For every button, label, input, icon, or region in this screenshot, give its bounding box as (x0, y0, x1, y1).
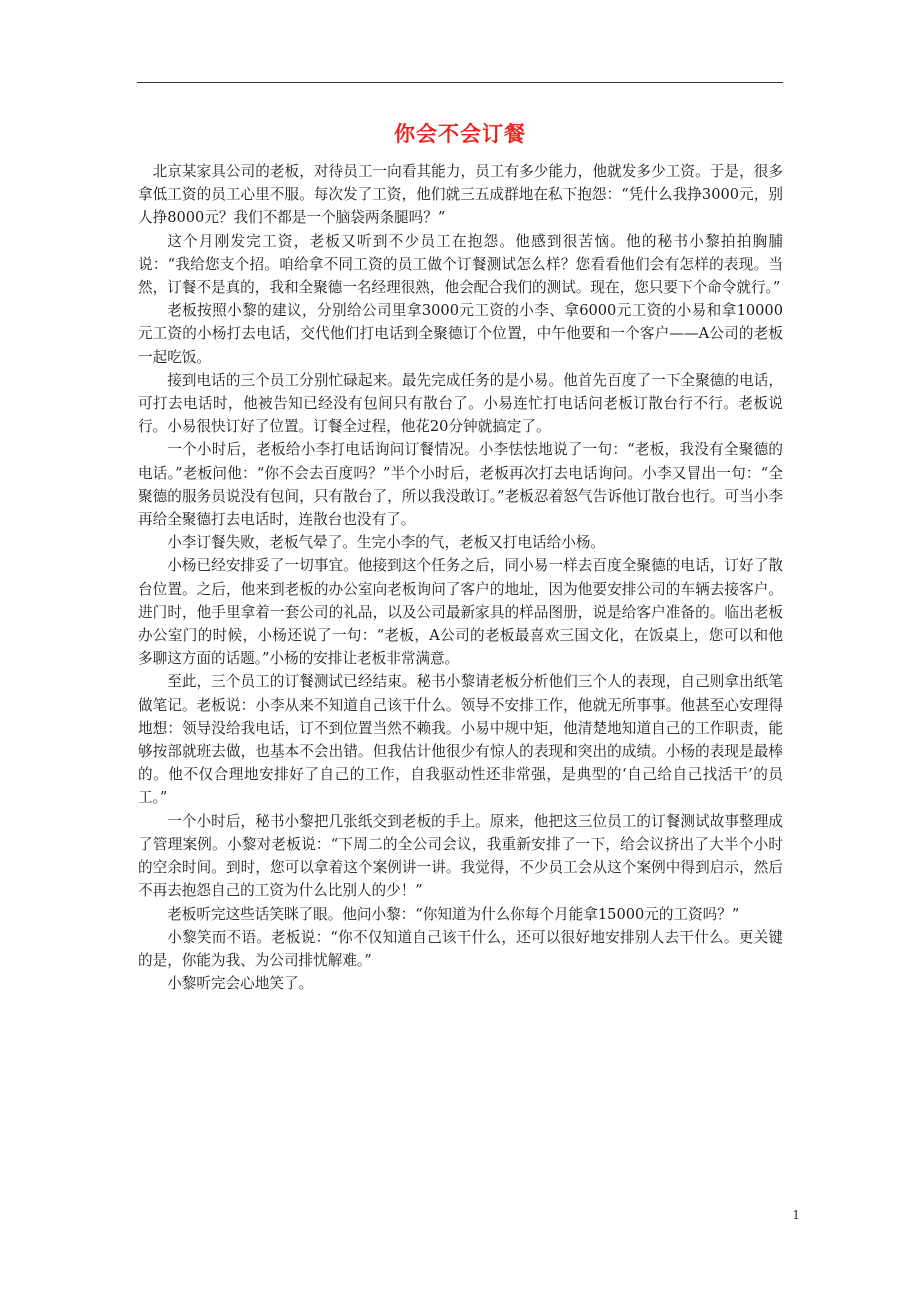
paragraph: 这个月刚发完工资，老板又听到不少员工在抱怨。他感到很苦恼。他的秘书小黎拍拍胸脯说：“我给您支个招。咱给拿不同工资的员工做个订餐测试怎么样？您看看他们会有怎样的表现。当然，订餐不是真的，我和全聚德一名经理很熟，他会配合我们的测试。现在，您只要下个命令就行。” (138, 232, 783, 297)
paragraph: 老板听完这些话笑眯了眼。他问小黎：“你知道为什么你每个月能拿15000元的工资吗？” (167, 905, 740, 923)
paragraph: 北京某家具公司的老板，对待员工一向看其能力，员工有多少能力，他就发多少工资。于是，很多拿低工资的员工心里不服。每次发了工资，他们就三五成群地在私下抱怨：“凭什么我挣3000元，别人挣8000元？我们不都是一个脑袋两条腿吗？” (138, 163, 783, 227)
paragraph: 一个小时后，秘书小黎把几张纸交到老板的手上。原来，他把这三位员工的订餐测试故事整理成了管理案例。小黎对老板说：“下周二的全公司会议，我重新安排了一下，给会议挤出了大半个小时的空余时间。到时，您可以拿着这个案例讲一讲。我觉得，不少员工会从这个案例中得到启示，然后不再去抱怨自己的工资为什么比别人的少！” (138, 812, 783, 900)
paragraph: 小黎听完会心地笑了。 (167, 975, 314, 993)
paragraph: 小李订餐失败，老板气晕了。生完小李的气，老板又打电话给小杨。 (167, 534, 606, 552)
paragraph: 一个小时后，老板给小李打电话询问订餐情况。小李怯怯地说了一句：“老板，我没有全聚德的电话。”老板问他：“你不会去百度吗？”半个小时后，老板再次打去电话询问。小李又冒出一句：“全聚德的服务员说没有包间，只有散台了，所以我没敢订。”老板忍着怒气告诉他订散台也行。可当小李再给全聚德打去电话时，连散台也没有了。 (138, 441, 783, 529)
header-rule (137, 82, 783, 83)
document-title: 你会不会订餐 (394, 121, 526, 146)
paragraph: 至此，三个员工的订餐测试已经结束。秘书小黎请老板分析他们三个人的表现，自己则拿出纸笔做笔记。老板说：小李从来不知道自己该干什么。领导不安排工作，他就无所事事。他甚至心安理得地想：领导没给我电话，订不到位置当然不赖我。小易中规中矩，他清楚地知道自己的工作职责，能够按部就班去做，也基本不会出错。但我估计他很少有惊人的表现和突出的成绩。小杨的表现是最棒的。他不仅合理地安排好了自己的工作，自我驱动性还非常强，是典型的‘自己给自己找活干’的员工。” (138, 673, 783, 807)
paragraph: 小黎笑而不语。老板说：“你不仅知道自己该干什么，还可以很好地安排别人去干什么。更关键的是，你能为我、为公司排忧解难。” (138, 928, 783, 969)
page-number: 1 (792, 1208, 800, 1222)
paragraph: 接到电话的三个员工分别忙碌起来。最先完成任务的是小易。他首先百度了一下全聚德的电话，可打去电话时，他被告知已经没有包间只有散台了。小易连忙打电话问老板订散台行不行。老板说行。小易很快订好了位置。订餐全过程，他花20分钟就搞定了。 (138, 371, 783, 436)
paragraph: 小杨已经安排妥了一切事宜。他接到这个任务之后，同小易一样去百度全聚德的电话，订好了散台位置。之后，他来到老板的办公室向老板询问了客户的地址，因为他要安排公司的车辆去接客户。进门时，他手里拿着一套公司的礼品，以及公司最新家具的样品图册，说是给客户准备的。临出老板办公室门的时候，小杨还说了一句：“老板，A公司的老板最喜欢三国文化，在饭桌上，您可以和他多聊这方面的话题。”小杨的安排让老板非常满意。 (138, 557, 783, 668)
paragraph: 老板按照小黎的建议，分别给公司里拿3000元工资的小李、拿6000元工资的小易和拿10000元工资的小杨打去电话，交代他们打电话到全聚德订个位置，中午他要和一个客户——A公司的老板一起吃饭。 (138, 302, 783, 366)
article-body (138, 160, 783, 995)
